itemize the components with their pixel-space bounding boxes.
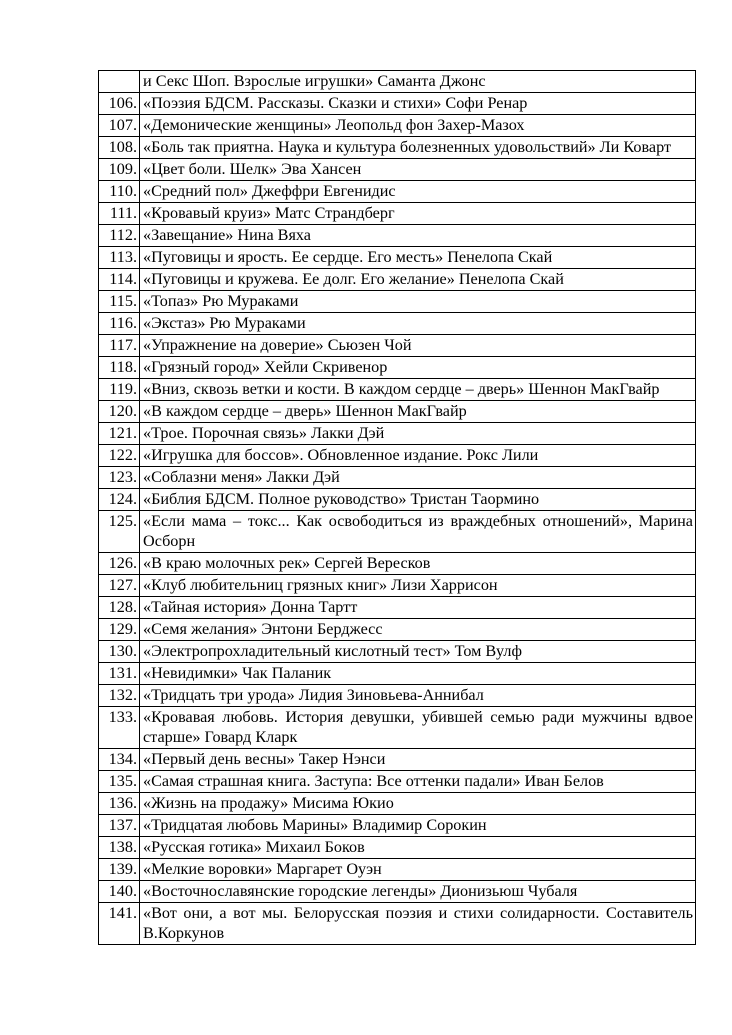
table-row <box>99 379 696 401</box>
row-number: 107. <box>99 115 140 137</box>
row-number: 135. <box>99 771 140 793</box>
book-entry: «Вниз, сквозь ветки и кости. В каждом сердце – дверь» Шеннон МакГвайр <box>140 379 696 401</box>
book-entry: «Цвет боли. Шелк» Эва Хансен <box>140 159 696 181</box>
table-row <box>99 553 696 575</box>
row-number: 139. <box>99 859 140 881</box>
book-entry: «Соблазни меня» Лакки Дэй <box>140 467 696 489</box>
table-row <box>99 903 696 945</box>
book-entry: «В краю молочных рек» Сергей Вересков <box>140 553 696 575</box>
row-number: 127. <box>99 575 140 597</box>
row-number: 119. <box>99 379 140 401</box>
table-row <box>99 291 696 313</box>
table-row <box>99 837 696 859</box>
book-entry: «Пуговицы и кружева. Ее долг. Его желание» Пенелопа Скай <box>140 269 696 291</box>
row-number: 132. <box>99 685 140 707</box>
row-number: 125. <box>99 511 140 553</box>
row-number: 115. <box>99 291 140 313</box>
table-row <box>99 597 696 619</box>
book-entry: «Средний пол» Джеффри Евгенидис <box>140 181 696 203</box>
book-entry: «Тайная история» Донна Тартт <box>140 597 696 619</box>
book-entry: «Если мама – токс... Как освободиться из враждебных отношений», Марина Осборн <box>140 511 696 553</box>
row-number: 117. <box>99 335 140 357</box>
row-number: 131. <box>99 663 140 685</box>
table-row <box>99 445 696 467</box>
table-row <box>99 749 696 771</box>
table-row <box>99 357 696 379</box>
book-entry: «Игрушка для боссов». Обновленное издание. Рокс Лили <box>140 445 696 467</box>
table-row <box>99 707 696 749</box>
book-entry: «Тридцатая любовь Марины» Владимир Сорокин <box>140 815 696 837</box>
table-row <box>99 269 696 291</box>
table-row <box>99 619 696 641</box>
row-number: 133. <box>99 707 140 749</box>
book-entry: «Восточнославянские городские легенды» Дионизьюш Чубаля <box>140 881 696 903</box>
book-entry: «В каждом сердце – дверь» Шеннон МакГвайр <box>140 401 696 423</box>
row-number: 116. <box>99 313 140 335</box>
row-number: 124. <box>99 489 140 511</box>
table-row <box>99 181 696 203</box>
book-entry: «Библия БДСМ. Полное руководство» Тристан Таормино <box>140 489 696 511</box>
row-number: 120. <box>99 401 140 423</box>
row-number: 121. <box>99 423 140 445</box>
book-entry: «Поэзия БДСМ. Рассказы. Сказки и стихи» Софи Ренар <box>140 93 696 115</box>
table-row <box>99 71 696 93</box>
row-number: 109. <box>99 159 140 181</box>
row-number: 114. <box>99 269 140 291</box>
table-row <box>99 137 696 159</box>
book-entry: «Топаз» Рю Мураками <box>140 291 696 313</box>
table-row <box>99 815 696 837</box>
row-number: 136. <box>99 793 140 815</box>
table-row <box>99 313 696 335</box>
table-row <box>99 159 696 181</box>
table-row <box>99 335 696 357</box>
book-entry: «Тридцать три урода» Лидия Зиновьева-Аннибал <box>140 685 696 707</box>
table-row <box>99 511 696 553</box>
table-row <box>99 115 696 137</box>
book-entry: «Русская готика» Михаил Боков <box>140 837 696 859</box>
book-entry: «Самая страшная книга. Заступа: Все оттенки падали» Иван Белов <box>140 771 696 793</box>
book-entry: «Экстаз» Рю Мураками <box>140 313 696 335</box>
table-row <box>99 401 696 423</box>
row-number: 126. <box>99 553 140 575</box>
book-entry: «Кровавый круиз» Матс Страндберг <box>140 203 696 225</box>
book-entry: «Вот они, а вот мы. Белорусская поэзия и стихи солидарности. Составитель В.Коркунов <box>140 903 696 945</box>
book-entry: «Семя желания» Энтони Берджесс <box>140 619 696 641</box>
book-entry: «Кровавая любовь. История девушки, убившей семью ради мужчины вдвое старше» Говард Кларк <box>140 707 696 749</box>
row-number: 134. <box>99 749 140 771</box>
table-row <box>99 881 696 903</box>
book-entry: «Боль так приятна. Наука и культура болезненных удовольствий» Ли Коварт <box>140 137 696 159</box>
row-number: 110. <box>99 181 140 203</box>
row-number: 123. <box>99 467 140 489</box>
book-entry: «Упражнение на доверие» Сьюзен Чой <box>140 335 696 357</box>
row-number: 138. <box>99 837 140 859</box>
row-number: 129. <box>99 619 140 641</box>
row-number: 118. <box>99 357 140 379</box>
table-row <box>99 859 696 881</box>
table-row <box>99 575 696 597</box>
table-row <box>99 247 696 269</box>
book-entry: и Секс Шоп. Взрослые игрушки» Саманта Джонс <box>140 71 696 93</box>
book-entry: «Клуб любительниц грязных книг» Лизи Харрисон <box>140 575 696 597</box>
table-row <box>99 467 696 489</box>
table-row <box>99 489 696 511</box>
table-row <box>99 93 696 115</box>
book-entry: «Трое. Порочная связь» Лакки Дэй <box>140 423 696 445</box>
table-row <box>99 771 696 793</box>
row-number: 128. <box>99 597 140 619</box>
book-entry: «Завещание» Нина Вяха <box>140 225 696 247</box>
book-entry: «Первый день весны» Такер Нэнси <box>140 749 696 771</box>
table-row <box>99 641 696 663</box>
book-entry: «Жизнь на продажу» Мисима Юкио <box>140 793 696 815</box>
row-number: 111. <box>99 203 140 225</box>
book-list-body <box>99 71 696 945</box>
row-number: 130. <box>99 641 140 663</box>
table-row <box>99 203 696 225</box>
row-number: 140. <box>99 881 140 903</box>
row-number: 137. <box>99 815 140 837</box>
book-entry: «Электропрохладительный кислотный тест» Том Вулф <box>140 641 696 663</box>
row-number: 112. <box>99 225 140 247</box>
table-row <box>99 423 696 445</box>
table-row <box>99 793 696 815</box>
row-number: 122. <box>99 445 140 467</box>
row-number: 113. <box>99 247 140 269</box>
book-list-table <box>98 70 696 945</box>
book-entry: «Пуговицы и ярость. Ее сердце. Его месть» Пенелопа Скай <box>140 247 696 269</box>
book-entry: «Демонические женщины» Леопольд фон Захер-Мазох <box>140 115 696 137</box>
table-row <box>99 663 696 685</box>
book-entry: «Грязный город» Хейли Скривенор <box>140 357 696 379</box>
book-entry: «Невидимки» Чак Паланик <box>140 663 696 685</box>
row-number: 108. <box>99 137 140 159</box>
table-row <box>99 685 696 707</box>
row-number: 106. <box>99 93 140 115</box>
row-number: 141. <box>99 903 140 945</box>
book-entry: «Мелкие воровки» Маргарет Оуэн <box>140 859 696 881</box>
row-number <box>99 71 140 93</box>
table-row <box>99 225 696 247</box>
